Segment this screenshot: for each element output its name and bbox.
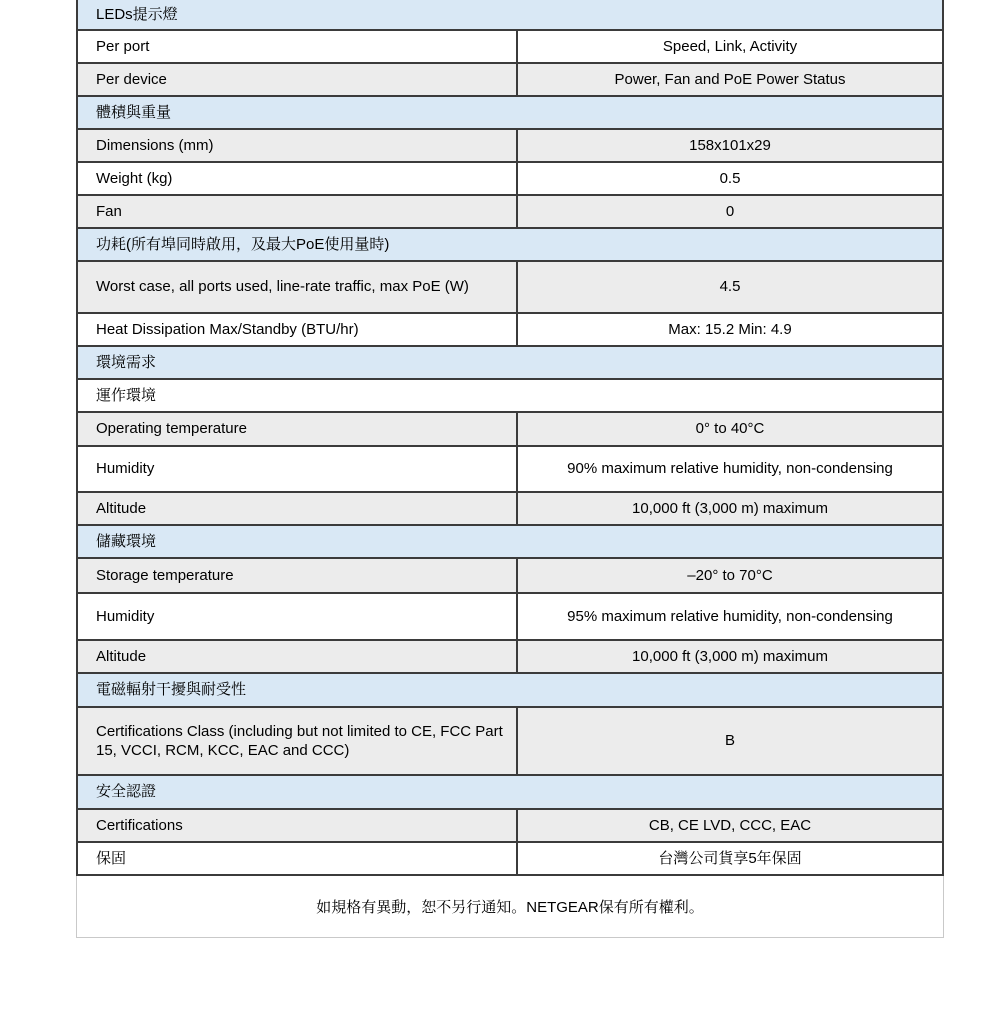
spec-label-cell: 保固 xyxy=(78,843,518,874)
spec-value-cell: B xyxy=(724,732,735,750)
spec-value-cell: Max: 15.2 Min: 4.9 xyxy=(668,320,792,338)
subsection-row xyxy=(78,380,942,413)
spec-label-cell: Humidity xyxy=(78,594,518,639)
section-header-row xyxy=(78,0,942,31)
spec-label-cell: Fan xyxy=(78,196,518,227)
spec-label-cell: Humidity xyxy=(78,447,518,491)
section-header-row xyxy=(78,347,942,380)
spec-value-cell: CB, CE LVD, CCC, EAC xyxy=(648,816,812,834)
spec-value-cell: 10,000 ft (3,000 m) maximum xyxy=(632,499,828,517)
table-row xyxy=(78,559,942,594)
spec-value-cell: 158x101x29 xyxy=(689,136,771,154)
section-header-label: 儲藏環境 xyxy=(96,532,157,550)
footer-note-text: 如規格有異動，恕不另行通知。NETGEAR保有所有權利。 xyxy=(316,899,704,916)
section-header-label: 功耗(所有埠同時啟用，及最大PoE使用量時) xyxy=(96,235,390,253)
section-header-label: LEDs提示燈 xyxy=(96,5,178,23)
spec-table-body xyxy=(76,0,944,876)
spec-value-cell: Power, Fan and PoE Power Status xyxy=(614,70,846,88)
table-row xyxy=(78,64,942,97)
spec-label-cell: Per device xyxy=(78,64,518,95)
table-row xyxy=(78,708,942,776)
section-header-row xyxy=(78,97,942,130)
section-header-label: 體積與重量 xyxy=(96,103,172,121)
spec-label-cell: Per port xyxy=(78,31,518,62)
table-row xyxy=(78,130,942,163)
table-row xyxy=(78,447,942,493)
table-row xyxy=(78,31,942,64)
section-header-row xyxy=(78,776,942,810)
section-header-label: 環境需求 xyxy=(96,353,157,371)
spec-value-cell: 0.5 xyxy=(719,169,741,187)
spec-label-cell: Worst case, all ports used, line-rate traffic, max PoE (W) xyxy=(78,262,518,312)
table-row xyxy=(78,196,942,229)
spec-label-cell: Storage temperature xyxy=(78,559,518,592)
spec-value-cell: 台灣公司貨享5年保固 xyxy=(658,849,802,867)
spec-label-cell: Weight (kg) xyxy=(78,163,518,194)
spec-value-cell: –20° to 70°C xyxy=(687,566,773,584)
spec-label-cell: Operating temperature xyxy=(78,413,518,445)
spec-value-cell: Speed, Link, Activity xyxy=(662,37,798,55)
section-header-row xyxy=(78,526,942,559)
footer-note-row xyxy=(76,876,944,938)
section-header-row xyxy=(78,674,942,708)
table-row xyxy=(78,810,942,843)
spec-label-cell: Altitude xyxy=(78,641,518,672)
spec-label-cell: Heat Dissipation Max/Standby (BTU/hr) xyxy=(78,314,518,345)
table-row xyxy=(78,163,942,196)
spec-value-cell: 0 xyxy=(725,202,735,220)
spec-value-cell: 0° to 40°C xyxy=(695,420,765,438)
spec-value-cell: 4.5 xyxy=(719,278,741,296)
section-header-label: 安全認證 xyxy=(96,783,157,801)
spec-value-cell: 10,000 ft (3,000 m) maximum xyxy=(632,647,828,665)
spec-label-cell: Dimensions (mm) xyxy=(78,130,518,161)
table-row xyxy=(78,493,942,526)
table-row xyxy=(78,843,942,876)
spec-label-cell: Altitude xyxy=(78,493,518,524)
section-header-label: 電磁輻射干擾與耐受性 xyxy=(96,681,247,699)
spec-label-cell: Certifications xyxy=(78,810,518,841)
spec-value-cell: 95% maximum relative humidity, non-condensing xyxy=(567,607,893,625)
table-row xyxy=(78,594,942,641)
spec-value-cell: 90% maximum relative humidity, non-condensing xyxy=(567,460,893,478)
spec-table xyxy=(76,0,944,938)
table-row xyxy=(78,262,942,314)
table-row xyxy=(78,641,942,674)
table-row xyxy=(78,413,942,447)
table-row xyxy=(78,314,942,347)
subsection-label: 運作環境 xyxy=(96,386,157,404)
spec-label-cell: Certifications Class (including but not limited to CE, FCC Part 15, VCCI, RCM, KCC, EAC and CCC) xyxy=(78,708,518,774)
section-header-row xyxy=(78,229,942,262)
